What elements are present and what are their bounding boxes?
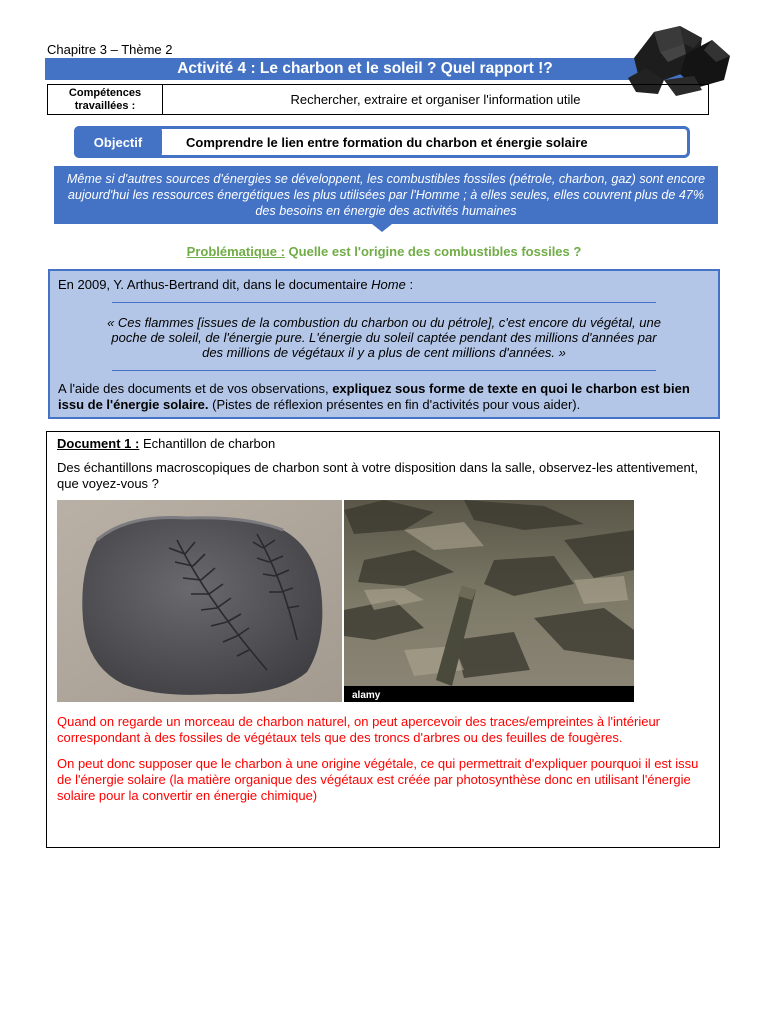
quote-box xyxy=(48,269,720,419)
objective-box xyxy=(74,126,690,158)
document-1-heading xyxy=(57,436,709,451)
intro-paragraph: Même si d'autres sources d'énergies se développent, les combustibles fossiles (pétrole, charbon, gaz) sont encore aujourd'hui les ressources énergétiques les plus utilisées par l'Homme ; à elles seules, elles couvrent plus de 47% des besoins en énergie des activités humaines xyxy=(54,166,718,224)
competences-row xyxy=(47,84,709,115)
quote-text: « Ces flammes [issues de la combustion du charbon ou du pétrole], c'est encore du végétal, une poche de soleil, de l'énergie pure. L'énergie du soleil captée pendant des millions d'années par des millions de végétaux il y a plus de cent millions d'années. » xyxy=(107,315,661,360)
problematique xyxy=(0,244,768,259)
fossil-trunk-rock-photo xyxy=(344,500,634,702)
task-bold-text: expliquez sous forme de texte en quoi le charbon est bien issu de l'énergie solaire. xyxy=(58,381,690,412)
quote-intro-colon: : xyxy=(405,277,414,292)
chapter-heading: Chapitre 3 – Thème 2 xyxy=(47,42,173,57)
photos xyxy=(57,500,709,702)
problematique-label: Problématique : xyxy=(186,244,285,259)
document-1-question: Des échantillons macroscopiques de charbon sont à votre disposition dans la salle, observez-les attentivement, que voyez-vous ? xyxy=(57,460,698,491)
quote-intro-text: En 2009, Y. Arthus-Bertrand dit, dans le documentaire xyxy=(58,277,372,292)
answer-paragraph-2: On peut donc supposer que le charbon à une origine végétale, ce qui permettrait d'expliquer pourquoi il est issu de l'énergie solaire (la matière organique des végétaux est créée par photosynthèse donc en utilisant l'énergie solaire pour la convertir en énergie chimique) xyxy=(57,756,699,803)
activity-title: Activité 4 : Le charbon et le soleil ? Quel rapport !? xyxy=(45,58,685,80)
divider xyxy=(112,370,656,371)
photo-watermark: alamy xyxy=(352,690,381,701)
task-text: A l'aide des documents et de vos observations, xyxy=(58,381,333,396)
task-hint: (Pistes de réflexion présentes en fin d'activités pour vous aider). xyxy=(208,397,581,412)
documentary-title: Home xyxy=(371,277,406,292)
competences-label: Compétences travaillées : xyxy=(48,85,163,114)
fern-fossil-photo xyxy=(57,500,342,702)
objective-label: Objectif xyxy=(74,126,162,158)
answer-paragraph-1: Quand on regarde un morceau de charbon naturel, on peut apercevoir des traces/empreintes à l'intérieur correspondant à des fossiles de végétaux tels que des troncs d'arbres ou des feuilles de fougères. xyxy=(57,714,661,745)
document-1-label: Document 1 : xyxy=(57,436,140,451)
task-instruction xyxy=(58,381,710,413)
objective-text: Comprendre le lien entre formation du charbon et énergie solaire xyxy=(186,134,588,150)
competences-value: Rechercher, extraire et organiser l'information utile xyxy=(290,92,581,107)
quote-intro xyxy=(58,277,710,292)
document-1 xyxy=(46,431,720,848)
problematique-question: Quelle est l'origine des combustibles fossiles ? xyxy=(284,244,582,259)
document-1-title: Echantillon de charbon xyxy=(139,436,276,451)
down-arrow-icon xyxy=(372,224,392,232)
